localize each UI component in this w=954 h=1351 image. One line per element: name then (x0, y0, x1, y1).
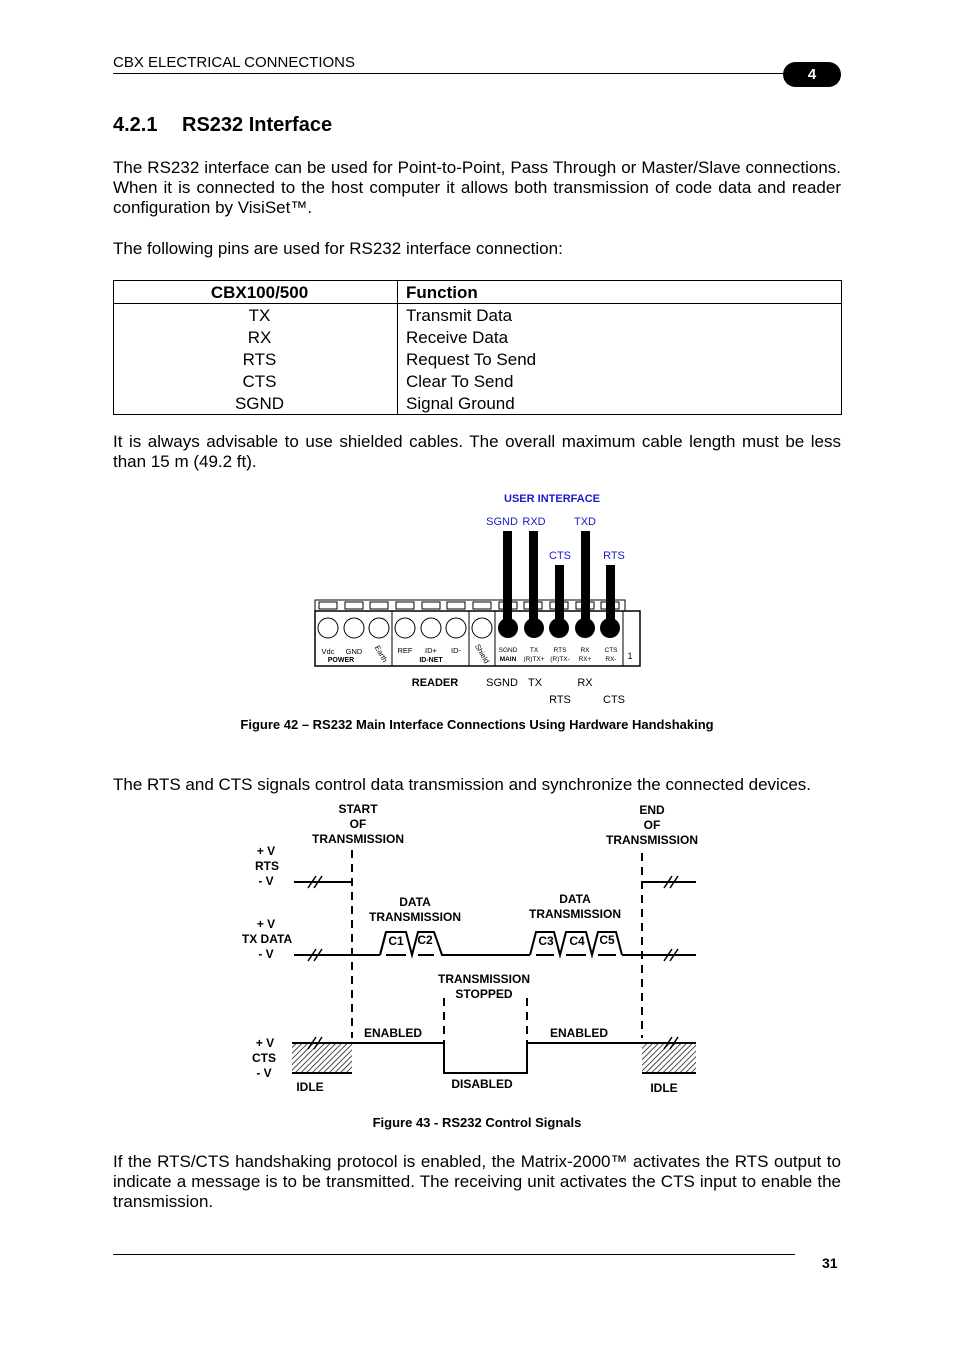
pin-table (113, 280, 842, 415)
tx-data-waveform (294, 932, 696, 961)
bottom-labels (412, 677, 625, 706)
tx-data-label: TX DATA (241, 932, 293, 946)
label-idminus: ID- (451, 646, 461, 655)
pin-cell: RX (114, 326, 398, 348)
figure-43-caption: Figure 43 - RS232 Control Signals (372, 1115, 582, 1130)
wire-label-rxd: RXD (522, 516, 546, 528)
label-pin-one: 1 (627, 651, 633, 661)
tx-stopped-line-1: TRANSMISSION (437, 972, 531, 986)
page-number: 31 (822, 1255, 838, 1271)
bottom-sgnd: SGND (486, 677, 518, 689)
section-title: RS232 Interface (182, 114, 333, 136)
char-c2: C2 (417, 933, 433, 947)
start-line-3: TRANSMISSION (311, 832, 405, 846)
disabled-label: DISABLED (451, 1077, 513, 1091)
label-vdc: Vdc (321, 647, 335, 656)
table-row (114, 392, 842, 415)
tx-plus-v: + V (256, 917, 276, 931)
rts-cts-paragraph: The RTS and CTS signals control data transmission and synchronize the connected devices. (113, 775, 811, 794)
column-header: Function (398, 281, 842, 304)
tx-stopped-line-2: STOPPED (455, 987, 513, 1001)
rts-minus-v: - V (258, 874, 274, 888)
cts-plus-v: + V (255, 1036, 275, 1050)
section-heading (113, 114, 332, 137)
label-earth: Earth (372, 643, 390, 664)
label-rtx-minus: (R)TX- (550, 656, 570, 663)
end-line-3: TRANSMISSION (605, 833, 699, 847)
end-line-1: END (639, 803, 665, 817)
function-cell: Transmit Data (398, 304, 842, 327)
data-tx-2-line-1: DATA (559, 892, 591, 906)
function-cell: Clear To Send (398, 370, 842, 392)
cts-label: CTS (252, 1051, 276, 1065)
pin-cell: SGND (114, 392, 398, 415)
char-c5: C5 (599, 933, 615, 947)
label-rts: RTS (553, 647, 567, 654)
table-row (114, 370, 842, 392)
intro-paragraph: The RS232 interface can be used for Point-to-Point, Pass Through or Master/Slave connections. When it is connected to the host computer it allows both transmission of code data and reader configuration by VisiSet™. (113, 158, 841, 217)
reader-label: READER (411, 677, 459, 689)
label-rtx-plus: (R)TX+ (523, 656, 545, 663)
rts-label: RTS (255, 859, 279, 873)
label-tx: TX (529, 647, 539, 654)
table-row (114, 304, 842, 327)
label-ref: REF (397, 646, 413, 655)
chapter-badge: 4 (783, 62, 841, 87)
cable-paragraph: It is always advisable to use shielded cables. The overall maximum cable length must be less than 15 m (49.2 ft). (113, 432, 841, 471)
function-cell: Request To Send (398, 348, 842, 370)
rs232-timing-diagram (230, 798, 710, 1098)
enabled-left: ENABLED (363, 1026, 423, 1040)
cts-idle-hatch-left (292, 1043, 352, 1073)
figure-42-caption: Figure 42 – RS232 Main Interface Connections Using Hardware Handshaking (240, 717, 714, 732)
bottom-rx: RX (577, 677, 593, 689)
label-idnet: ID-NET (419, 657, 443, 664)
bottom-tx: TX (527, 677, 543, 689)
user-interface-label: USER INTERFACE (504, 493, 600, 505)
data-tx-2-line-2: TRANSMISSION (528, 907, 622, 921)
section-number: 4.2.1 (113, 114, 158, 136)
wire-label-txd: TXD (574, 516, 596, 528)
label-main: MAIN (499, 656, 517, 663)
column-header: CBX100/500 (114, 281, 398, 304)
idle-right: IDLE (650, 1081, 678, 1095)
table-header-row (114, 281, 842, 304)
label-rx-plus: RX+ (578, 656, 592, 663)
char-c1: C1 (388, 934, 404, 948)
rts-waveform (294, 876, 696, 888)
cts-minus-v: - V (256, 1066, 272, 1080)
table-row (114, 348, 842, 370)
char-c3: C3 (538, 934, 554, 948)
label-gnd: GND (345, 647, 363, 656)
end-line-2: OF (643, 818, 661, 832)
pins-intro-paragraph: The following pins are used for RS232 interface connection: (113, 239, 563, 258)
label-power: POWER (327, 657, 355, 664)
running-header: CBX ELECTRICAL CONNECTIONS (113, 54, 355, 71)
label-cts: CTS (604, 647, 618, 654)
data-characters (388, 933, 615, 948)
handshake-paragraph: If the RTS/CTS handshaking protocol is enabled, the Matrix-2000™ activates the RTS output to indicate a message is to be transmitted. The receiving unit activates the CTS input to enable the transmission. (113, 1152, 841, 1211)
label-sgnd: SGND (498, 647, 518, 654)
pin-cell: TX (114, 304, 398, 327)
enabled-right: ENABLED (549, 1026, 609, 1040)
function-cell: Receive Data (398, 326, 842, 348)
cts-waveform (292, 1037, 696, 1073)
function-cell: Signal Ground (398, 392, 842, 415)
wire-label-rts: RTS (603, 550, 625, 562)
footer-rule (113, 1254, 795, 1255)
rts-plus-v: + V (256, 844, 276, 858)
label-rx-minus: RX- (605, 656, 617, 663)
start-line-1: START (338, 802, 378, 816)
table-row (114, 326, 842, 348)
start-line-2: OF (349, 817, 367, 831)
label-rx: RX (580, 647, 590, 654)
bottom-rts: RTS (549, 694, 571, 706)
tx-minus-v: - V (258, 947, 274, 961)
label-shield: Shield (473, 642, 492, 666)
data-tx-1-line-1: DATA (399, 895, 431, 909)
wire-label-sgnd: SGND (486, 516, 518, 528)
cts-idle-hatch-right (642, 1043, 696, 1073)
pin-cell: CTS (114, 370, 398, 392)
label-idplus: ID+ (425, 646, 437, 655)
wire-label-cts: CTS (549, 550, 571, 562)
idle-left: IDLE (296, 1080, 324, 1094)
header-rule (113, 73, 813, 74)
bottom-cts: CTS (603, 694, 625, 706)
char-c4: C4 (569, 934, 585, 948)
rs232-connection-diagram (300, 485, 660, 710)
pin-cell: RTS (114, 348, 398, 370)
data-tx-1-line-2: TRANSMISSION (368, 910, 462, 924)
